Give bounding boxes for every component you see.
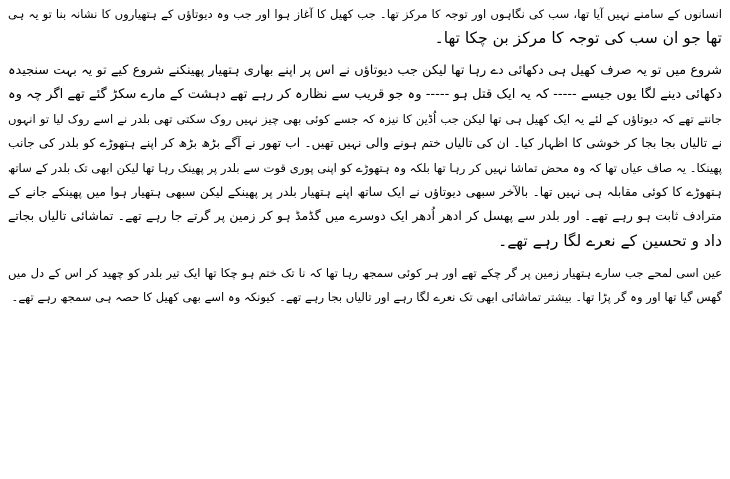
paragraph-gap xyxy=(8,51,722,59)
text-line: جانتے تھے کہ دیوتاؤں کے لئے یہ ایک کھیل ہی تھا لیکن جب اُڈین کا نیزہ کہ جسے کوئی بھی چیز نہیں روک سکتی تھی بلدر نے اسے روک لیا تو انہوں xyxy=(8,112,722,127)
paragraph-1 xyxy=(8,2,722,51)
text-line: دکھائی دینے لگا یوں جیسے ----- کہ یہ ایک قتل ہو ----- وہ جو قریب سے نظارہ کر رہے تھے دہشت کے مارے سکڑ گئے تھے اگر چہ وہ xyxy=(8,86,722,102)
text-line: نے تالیاں بجا بجا کر خوشی کا اظہار کیا۔ ان کی تالیاں ختم ہونے والی نہیں تھیں۔ اب تھور نے آگے بڑھ بڑھ کر اپنے ہتھوڑے کو بلدر کی جانب xyxy=(8,136,722,151)
text-line: مترادف ثابت ہو رہے تھے۔ اور بلدر سے پھسل کر ادھر اُدھر ایک دوسرے میں گڈمڈ ہو کر زمین پر گرتے جا رہے تھے۔ تماشائی تالیاں بجاتے xyxy=(8,208,722,224)
text-line: عین اسی لمحے جب سارے ہتھیار زمین پر گر چکے تھے اور ہر کوئی سمجھ رہا تھا کہ نا تک ختم ہو چکا تھا ایک تیر بلدر کو چھید کر اس کے دل میں xyxy=(8,265,722,280)
text-line: انسانوں کے سامنے نہیں آیا تھا، سب کی نگاہوں اور توجہ کا مرکز تھا۔ جب کھیل کا آغاز ہوا اور جب وہ دیوتاؤں کے ہتھیاروں کا نشانہ بنا تو یہ ہی xyxy=(8,7,722,21)
text-line: تھا جو ان سب کی توجہ کا مرکز بن چکا تھا۔ xyxy=(434,29,722,48)
text-line: شروع میں تو یہ صرف کھیل ہی دکھائی دے رہا تھا لیکن جب دیوتاؤں نے اس پر اپنے بھاری ہتھیار پھینکنے شروع کیے تو یہ بہت سنجیدہ xyxy=(8,62,722,78)
paragraph-3 xyxy=(8,261,722,310)
paragraph-gap xyxy=(8,253,722,261)
text-line: گھس گیا تھا اور وہ گر پڑا تھا۔ بیشتر تماشائی ابھی تک نعرے لگا رہے اور تالیاں بجا رہے تھے۔ کیونکہ وہ اسے بھی کھیل کا حصہ ہی سمجھ رہے تھے۔ xyxy=(11,290,722,305)
text-line: ہتھوڑے کا کوئی مقابلہ ہی نہیں تھا۔ بالآخر سبھی دیوتاؤں نے ایک ساتھ اپنے ہتھیار بلدر پر پھینکے لیکن سبھی ہتھیار ہوا میں پھینکے جانے کے xyxy=(8,185,722,200)
text-line: داد و تحسین کے نعرے لگا رہے تھے۔ xyxy=(498,231,722,250)
text-line: پھینکا۔ یہ صاف عیاں تھا کہ وہ محض تماشا نہیں کر رہا تھا بلکہ وہ ہتھوڑے کو اپنی پوری قوت سے بلدر پر پھینک رہا تھا لیکن ابھی تک بلدر کے ساتھ xyxy=(8,160,722,175)
paragraph-2 xyxy=(8,59,722,253)
